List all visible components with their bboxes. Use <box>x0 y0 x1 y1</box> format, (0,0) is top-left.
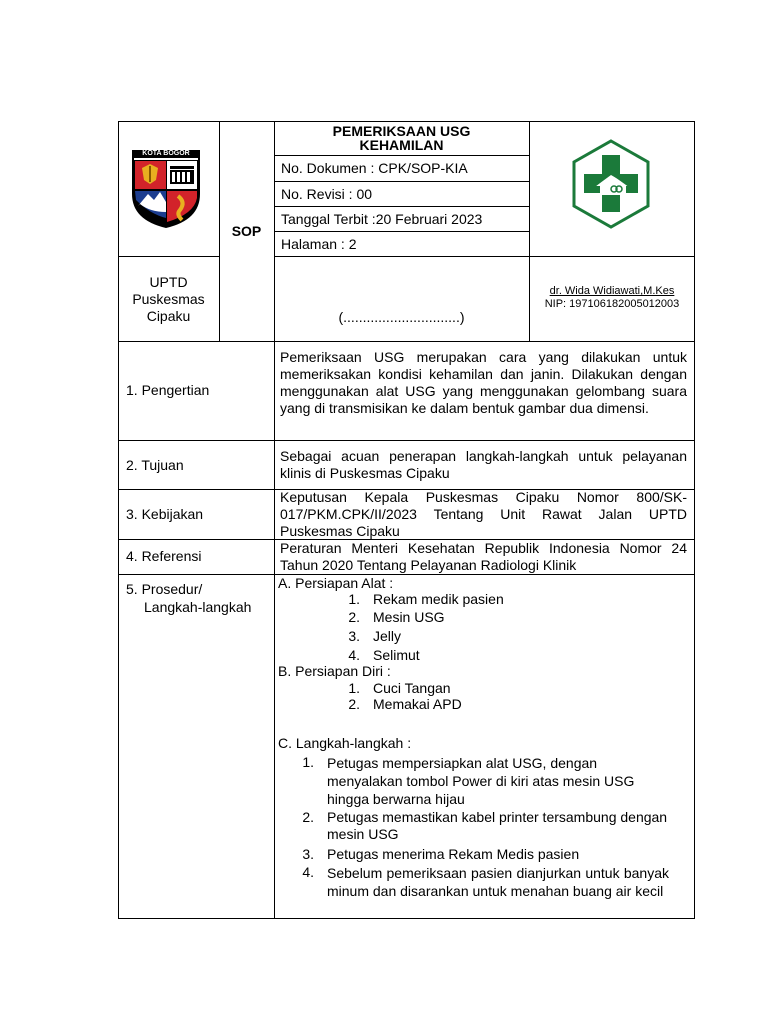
no-dokumen: No. Dokumen : CPK/SOP-KIA <box>281 160 468 176</box>
halaman: Halaman : 2 <box>281 236 357 252</box>
tanggal-terbit: Tanggal Terbit :20 Februari 2023 <box>281 211 483 227</box>
pengertian-label: 1. Pengertian <box>126 382 210 398</box>
pengertian-text: Pemeriksaan USG merupakan cara yang dilakukan untuk memeriksakan kondisi kehamilan dan janin. Dilakukan dengan menggunakan alat USG yang menggunakan gelombang suara yang di transmisikan ke dalam bentuk gambar dua dimensi. <box>280 349 687 416</box>
logo-left-text: KOTA BOGOR <box>142 150 190 157</box>
prosedur-label-2: Langkah-langkah <box>144 599 252 615</box>
org-line-1: UPTD <box>149 274 188 290</box>
signature-placeholder: (..............................) <box>338 309 465 325</box>
page-title: PEMERIKSAAN USG KEHAMILAN <box>332 123 471 153</box>
kebijakan-label: 3. Kebijakan <box>126 506 204 522</box>
prosedur-b-title: B. Persiapan Diri : <box>278 663 391 679</box>
sop-label: SOP <box>231 223 262 239</box>
referensi-label: 4. Referensi <box>126 548 202 564</box>
referensi-text: Peraturan Menteri Kesehatan Republik Indonesia Nomor 24 Tahun 2020 Tentang Pelayanan Radiologi Klinik <box>280 540 687 573</box>
prosedur-c-title: C. Langkah-langkah : <box>278 735 412 751</box>
no-revisi: No. Revisi : 00 <box>281 186 373 202</box>
signer-name: dr. Wida Widiawati,M.Kes <box>549 285 675 297</box>
kebijakan-text: Keputusan Kepala Puskesmas Cipaku Nomor 800/SK-017/PKM.CPK/II/2023 Tentang Unit Rawat Jalan UPTD Puskesmas Cipaku <box>280 489 687 539</box>
prosedur-label-1: 5. Prosedur/ <box>126 581 203 597</box>
tujuan-text: Sebagai acuan penerapan langkah-langkah untuk pelayanan klinis di Puskesmas Cipaku <box>280 448 687 481</box>
tujuan-label: 2. Tujuan <box>126 457 184 473</box>
prosedur-a-title: A. Persiapan Alat : <box>278 575 394 591</box>
signer-nip: NIP: 197106182005012003 <box>544 298 680 310</box>
kota-bogor-logo <box>130 148 202 230</box>
org-line-2: Puskesmas <box>132 291 205 307</box>
puskesmas-logo <box>566 139 656 229</box>
org-line-3: Cipaku <box>146 308 191 324</box>
